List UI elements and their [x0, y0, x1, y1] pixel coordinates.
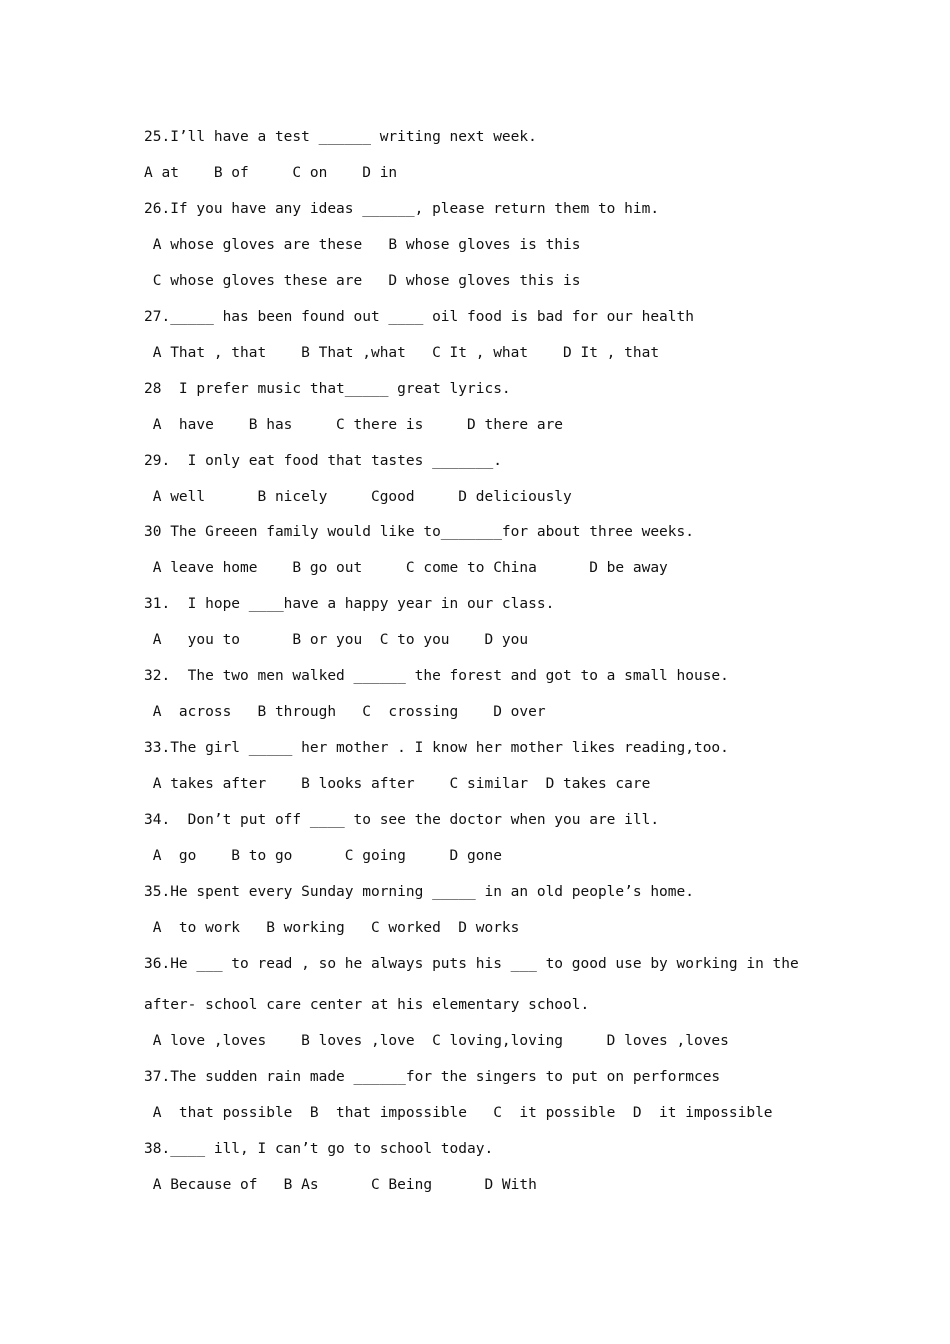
options-27: A That , that B That ,what C It , what D It , that	[144, 345, 660, 361]
question-36-continued: after- school care center at his elementary school.	[144, 997, 590, 1013]
options-29: A well B nicely Cgood D deliciously	[144, 489, 572, 505]
question-34: 34. Don’t put off ____ to see the doctor when you are ill.	[144, 812, 660, 828]
question-31: 31. I hope ____have a happy year in our class.	[144, 596, 555, 612]
options-33: A takes after B looks after C similar D takes care	[144, 776, 651, 792]
question-29: 29. I only eat food that tastes _______.	[144, 453, 502, 469]
options-36: A love ,loves B loves ,love C loving,loving D loves ,loves	[144, 1033, 729, 1049]
options-28: A have B has C there is D there are	[144, 417, 564, 433]
options-37: A that possible B that impossible C it possible D it impossible	[144, 1105, 773, 1121]
question-33: 33.The girl _____ her mother . I know her mother likes reading,too.	[144, 740, 729, 756]
question-37: 37.The sudden rain made ______for the singers to put on performces	[144, 1069, 721, 1085]
question-32: 32. The two men walked ______ the forest and got to a small house.	[144, 668, 729, 684]
question-28: 28 I prefer music that_____ great lyrics.	[144, 381, 511, 397]
question-38: 38.____ ill, I can’t go to school today.	[144, 1141, 494, 1157]
question-30: 30 The Greeen family would like to_______for about three weeks.	[144, 524, 694, 540]
options-26-cd: C whose gloves these are D whose gloves this is	[144, 273, 581, 289]
question-27: 27._____ has been found out ____ oil food is bad for our health	[144, 309, 694, 325]
options-34: A go B to go C going D gone	[144, 848, 502, 864]
options-32: A across B through C crossing D over	[144, 704, 546, 720]
options-26-ab: A whose gloves are these B whose gloves is this	[144, 237, 581, 253]
question-25: 25.I’ll have a test ______ writing next week.	[144, 129, 537, 145]
question-36: 36.He ___ to read , so he always puts his ___ to good use by working in the	[144, 956, 799, 972]
options-31: A you to B or you C to you D you	[144, 632, 529, 648]
options-30: A leave home B go out C come to China D be away	[144, 560, 668, 576]
options-25: A at B of C on D in	[144, 165, 398, 181]
options-35: A to work B working C worked D works	[144, 920, 520, 936]
question-26: 26.If you have any ideas ______, please return them to him.	[144, 201, 660, 217]
options-38: A Because of B As C Being D With	[144, 1177, 537, 1193]
question-35: 35.He spent every Sunday morning _____ in an old people’s home.	[144, 884, 694, 900]
